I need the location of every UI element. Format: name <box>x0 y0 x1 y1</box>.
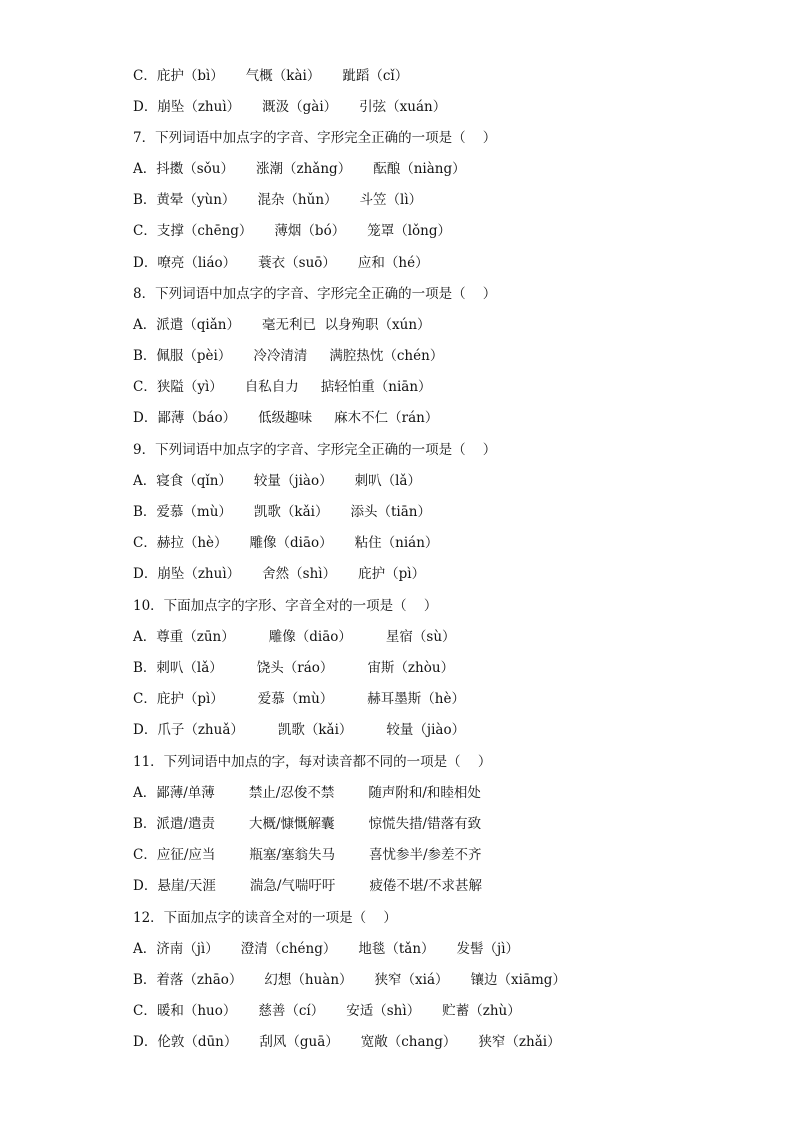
option-part: 慈善（cí） <box>258 1003 325 1019</box>
option-part: D．崩坠（zhuì） <box>133 99 241 115</box>
option-part: A．抖擞（sǒu） <box>133 161 234 177</box>
option-part: D．嘹亮（liáo） <box>133 255 237 271</box>
option-part: C．赫拉（hè） <box>133 535 228 551</box>
option-part: 地毯（tǎn） <box>358 941 435 957</box>
option-line <box>133 67 408 85</box>
option-part: D．悬崖/天涯 <box>133 878 216 894</box>
question-text: 8．下列词语中加点字的字音、字形完全正确的一项是（ ） <box>133 286 497 302</box>
option-part: 掂轻怕重（niān） <box>320 379 432 395</box>
option-part: 澄清（chéng） <box>240 941 337 957</box>
option-part: 禁止/忍俊不禁 <box>248 785 335 801</box>
option-line <box>133 534 438 552</box>
option-part: 添头（tiān） <box>350 504 431 520</box>
question-line <box>133 285 496 303</box>
option-part: 狭窄（xiá） <box>374 972 449 988</box>
option-part: 较量（jiào） <box>386 722 466 738</box>
option-part: C．狭隘（yì） <box>133 379 223 395</box>
question-line <box>133 129 496 147</box>
option-part: 低级趣味 <box>258 410 313 426</box>
question-line <box>133 909 397 927</box>
question-text: 10．下面加点字的字形、字音全对的一项是（ ） <box>133 598 438 614</box>
option-part: 刺叭（lǎ） <box>354 473 421 489</box>
option-part: 随声附和/和睦相处 <box>368 785 481 801</box>
option-part: D．爪子（zhuǎ） <box>133 722 244 738</box>
option-part: D．鄙薄（báo） <box>133 410 237 426</box>
option-part: 粘住（nián） <box>354 535 439 551</box>
option-part: 庇护（pì） <box>358 566 426 582</box>
option-part: B．着落（zhāo） <box>133 972 243 988</box>
option-line <box>133 316 431 334</box>
option-part: B．爱慕（mù） <box>133 504 232 520</box>
option-part: 瓶塞/塞翁失马 <box>249 847 335 863</box>
option-part: 安适（shì） <box>346 1003 421 1019</box>
option-line <box>133 877 482 895</box>
option-part: 气概（kài） <box>245 68 321 84</box>
option-part: A．尊重（zūn） <box>133 629 235 645</box>
option-part: 喜忧参半/参差不齐 <box>368 847 482 863</box>
option-part: 凯歌（kǎi） <box>277 722 353 738</box>
option-part: 笼罩（lǒng） <box>367 223 451 239</box>
option-line <box>133 659 454 677</box>
option-part: 狭窄（zhǎi） <box>478 1034 561 1050</box>
option-part: 雕像（diāo） <box>249 535 333 551</box>
option-part: 宽敞（chang） <box>360 1034 457 1050</box>
option-line <box>133 222 451 240</box>
option-part: A．鄙薄/单薄 <box>133 785 215 801</box>
question-text: 7．下列词语中加点字的字音、字形完全正确的一项是（ ） <box>133 130 497 146</box>
option-part: B．派遣/遣责 <box>133 816 215 832</box>
option-part: C．应征/应当 <box>133 847 216 863</box>
option-line <box>133 472 421 490</box>
question-line <box>133 753 491 771</box>
option-line <box>133 971 566 989</box>
option-line <box>133 940 519 958</box>
option-part: 赫耳墨斯（hè） <box>367 691 465 707</box>
option-line <box>133 191 422 209</box>
option-part: 满腔热忱（chén） <box>329 348 444 364</box>
option-part: D．伦敦（dūn） <box>133 1034 238 1050</box>
option-part: 引弦（xuán） <box>359 99 447 115</box>
option-line <box>133 98 446 116</box>
option-part: 镶边（xiāmg） <box>470 972 566 988</box>
option-part: D．崩坠（zhuì） <box>133 566 241 582</box>
question-text: 9．下列词语中加点字的字音、字形完全正确的一项是（ ） <box>133 442 497 458</box>
option-part: 自私自力 <box>244 379 299 395</box>
option-part: 湍急/气喘吁吁 <box>249 878 336 894</box>
option-part: C．支撑（chēng） <box>133 223 253 239</box>
option-line <box>133 815 481 833</box>
option-part: 发髻（jì） <box>456 941 520 957</box>
option-part: 刮风（guā） <box>259 1034 339 1050</box>
option-line <box>133 628 456 646</box>
option-part: 大概/慷慨解囊 <box>248 816 335 832</box>
option-line <box>133 1033 561 1051</box>
question-text: 12．下面加点字的读音全对的一项是（ ） <box>133 910 397 926</box>
option-line <box>133 378 432 396</box>
option-line <box>133 409 438 427</box>
option-part: 溉汲（gài） <box>262 99 338 115</box>
question-line <box>133 441 496 459</box>
option-part: 混杂（hǔn） <box>257 192 338 208</box>
option-part: 薄烟（bó） <box>274 223 346 239</box>
option-line <box>133 565 425 583</box>
question-text: 11．下列词语中加点的字，每对读音都不同的一项是（ ） <box>133 754 492 770</box>
option-part: 跐蹈（cǐ） <box>342 68 409 84</box>
option-part: 惊慌失措/错落有致 <box>368 816 482 832</box>
option-part: A．济南（jì） <box>133 941 219 957</box>
option-part: 较量（jiào） <box>253 473 333 489</box>
option-line <box>133 1002 521 1020</box>
option-part: 麻木不仁（rán） <box>334 410 439 426</box>
option-part: 涨潮（zhǎng） <box>256 161 352 177</box>
option-part: 斗笠（lì） <box>359 192 423 208</box>
option-part: 贮蓄（zhù） <box>442 1003 521 1019</box>
option-part: C．庇护（bì） <box>133 68 224 84</box>
option-part: 爱慕（mù） <box>257 691 334 707</box>
option-part: 酝酿（niàng） <box>373 161 466 177</box>
option-part: 幻想（huàn） <box>264 972 353 988</box>
option-part: A．寝食（qǐn） <box>133 473 232 489</box>
option-part: C．暖和（huo） <box>133 1003 237 1019</box>
option-line <box>133 721 465 739</box>
option-part: 毫无利已 以身殉职（xún） <box>261 317 431 333</box>
option-line <box>133 846 482 864</box>
option-part: B．刺叭（lǎ） <box>133 660 223 676</box>
option-part: B．佩服（pèi） <box>133 348 232 364</box>
option-line <box>133 690 465 708</box>
option-part: 蓑衣（suō） <box>258 255 336 271</box>
option-part: B．黄晕（yùn） <box>133 192 236 208</box>
option-part: C．庇护（pì） <box>133 691 224 707</box>
option-line <box>133 503 431 521</box>
option-line <box>133 784 481 802</box>
option-line <box>133 160 466 178</box>
option-part: A．派遣（qiǎn） <box>133 317 240 333</box>
option-part: 冷冷清清 <box>253 348 308 364</box>
option-part: 星宿（sù） <box>385 629 456 645</box>
option-part: 凯歌（kǎi） <box>253 504 329 520</box>
option-part: 疲倦不堪/不求甚解 <box>369 878 482 894</box>
question-line <box>133 597 437 615</box>
option-line <box>133 347 443 365</box>
option-part: 应和（hé） <box>357 255 429 271</box>
option-part: 宙斯（zhòu） <box>367 660 455 676</box>
option-part: 雕像（diāo） <box>268 629 352 645</box>
option-line <box>133 254 429 272</box>
option-part: 饶头（ráo） <box>256 660 334 676</box>
option-part: 舍然（shì） <box>262 566 337 582</box>
